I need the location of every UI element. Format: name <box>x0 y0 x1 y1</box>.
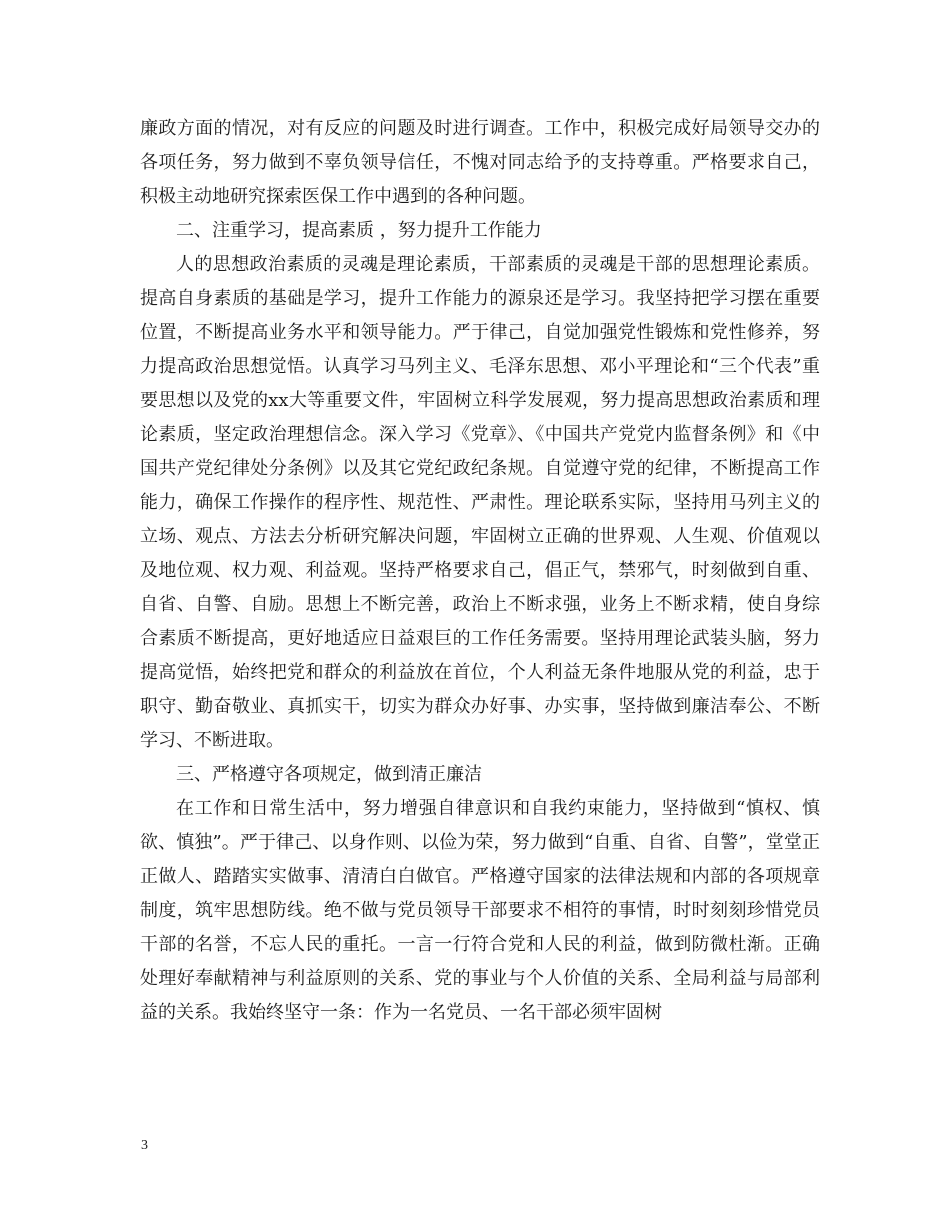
page-number: 3 <box>141 1138 148 1153</box>
document-body <box>140 112 820 1030</box>
paragraph-body: 在工作和日常生活中，努力增强自律意识和自我约束能力，坚持做到“慎权、慎欲、慎独”。严于律己、以身作则、以俭为荣，努力做到“自重、自省、自警”，堂堂正正做人、踏踏实实做事、清清白白做官。严格遵守国家的法律法规和内部的各项规章制度，筑牢思想防线。绝不做与党员领导干部要求不相符的事情，时时刻刻珍惜党员干部的名誉，不忘人民的重托。一言一行符合党和人民的利益，做到防微杜渐。正确处理好奉献精神与利益原则的关系、党的事业与个人价值的关系、全局利益与局部利益的关系。我始终坚守一条：作为一名党员、一名干部必须牢固树 <box>140 798 820 1023</box>
section-heading-2: 二、注重学习，提高素质 ，努力提升工作能力 <box>176 220 542 241</box>
paragraph-continuation: 廉政方面的情况，对有反应的问题及时进行调查。工作中，积极完成好局领导交办的各项任务，努力做到不辜负领导信任，不愧对同志给予的支持尊重。严格要求自己，积极主动地研究探索医保工作中遇到的各种问题。 <box>140 118 820 207</box>
section-heading-3: 三、严格遵守各项规定，做到清正廉洁 <box>176 764 482 785</box>
paragraph-body: 人的思想政治素质的灵魂是理论素质，干部素质的灵魂是干部的思想理论素质。提高自身素质的基础是学习，提升工作能力的源泉还是学习。我坚持把学习摆在重要位置，不断提高业务水平和领导能力。严于律己，自觉加强党性锻炼和党性修养，努力提高政治思想觉悟。认真学习马列主义、毛泽东思想、邓小平理论和“三个代表”重要思想以及党的xx大等重要文件，牢固树立科学发展观，努力提高思想政治素质和理论素质，坚定政治理想信念。深入学习《党章》、《中国共产党党内监督条例》和《中国共产党纪律处分条例》以及其它党纪政纪条规。自觉遵守党的纪律，不断提高工作能力，确保工作操作的程序性、规范性、严肃性。理论联系实际，坚持用马列主义的立场、观点、方法去分析研究解决问题，牢固树立正确的世界观、人生观、价值观以及地位观、权力观、利益观。坚持严格要求自己，倡正气，禁邪气，时刻做到自重、自省、自警、自励。思想上不断完善，政治上不断求强，业务上不断求精，使自身综合素质不断提高，更好地适应日益艰巨的工作任务需要。坚持用理论武装头脑，努力提高觉悟，始终把党和群众的利益放在首位，个人利益无条件地服从党的利益，忠于职守、勤奋敬业、真抓实干，切实为群众办好事、办实事，坚持做到廉洁奉公、不断学习、不断进取。 <box>140 254 820 751</box>
